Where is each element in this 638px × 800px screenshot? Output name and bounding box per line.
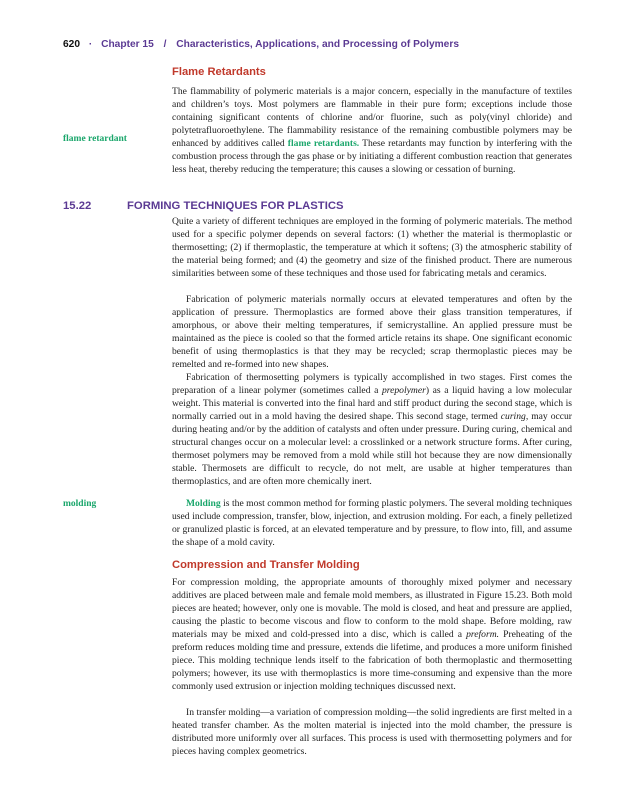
flame-retardants-tail: These retardants may function by interfering with the combustion process through the gas phase or by initiating a different combustion reaction that generates less heat, thereby reducing the temperature; this causes a slowing or cessation of burning.: [172, 138, 572, 175]
chapter-title: Characteristics, Applications, and Processing of Polymers: [176, 39, 459, 50]
molding-keyword: Molding: [186, 498, 221, 509]
compression-text-b: Preheating of the preform reduces molding time and pressure, extends die lifetime, and produces a more uniform finished piece. This molding technique lends itself to the fabrication of both thermoplastic and thermosetting polymers; however, its use with thermoplastics is more time-consuming and expensive than the more commonly used extrusion or injection molding techniques discussed next.: [172, 629, 572, 692]
molding-text: is the most common method for forming plastic polymers. The several molding techniques used include compression, transfer, blow, injection, and extrusion molding. For each, a finely pelletized or granulized plastic is forced, at an elevated temperature and by pressure, to flow into, fill, and assume the shape of a mold cavity.: [172, 498, 572, 548]
flame-retardants-text: The flammability of polymeric materials is a major concern, especially in the manufacture of textiles and children’s toys. Most polymers are flammable in their pure form; exceptions include those containing significant contents of chlorine and/or fluorine, such as poly(vinyl chloride) and polytetrafluoroethylene. The flammability resistance of the remaining combustible polymers may be enhanced by additives called: [172, 86, 572, 149]
term-prepolymer: prepolymer: [381, 385, 426, 396]
compression-paragraph-1: [172, 576, 572, 693]
compression-heading: Compression and Transfer Molding: [172, 559, 360, 571]
chapter-label: Chapter 15: [101, 39, 154, 50]
margin-term-molding: molding: [63, 499, 97, 509]
p3-text-b: ) as a liquid having a low molecular weight. This material is converted into the final hard and stiff product during the second stage, which is normally carried out in a mold having the desired shape. This second stage, termed: [172, 385, 572, 422]
section-paragraph-2: Fabrication of polymeric materials normally occurs at elevated temperatures and often by the application of pressure. Thermoplastics are formed above their glass transition temperatures, if amorphous, or above their melting temperatures, if semicrystalline. An applied pressure must be maintained as the piece is cooled so that the formed article retains its shape. One significant economic benefit of using thermoplastics is that they may be recycled; scrap thermoplastic pieces may be remelted and re-formed into new shapes.: [172, 294, 572, 370]
section-title: FORMING TECHNIQUES FOR PLASTICS: [127, 200, 344, 212]
section-heading: [63, 200, 344, 212]
running-head: [63, 39, 583, 50]
section-paragraph-4: [172, 497, 572, 549]
page-number: 620: [63, 39, 80, 50]
section-paragraph-3: [172, 371, 572, 488]
header-bullet: ·: [88, 39, 93, 50]
flame-retardants-heading: Flame Retardants: [172, 66, 266, 78]
compression-text-a: For compression molding, the appropriate amounts of thoroughly mixed polymer and necessary additives are placed between male and female mold members, as illustrated in Figure 15.23. Both mold pieces are heated; however, only one is movable. The mold is closed, and heat and pressure are applied, causing the plastic to become viscous and flow to conform to the mold shape. Before molding, raw materials may be mixed and cold-pressed into a disc, which is called a: [172, 577, 572, 640]
margin-term-flame-retardant: flame retardant: [63, 134, 127, 144]
p3-text-a: Fabrication of thermosetting polymers is typically accomplished in two stages. First comes the preparation of a linear polymer (sometimes called a: [172, 372, 572, 396]
header-separator: /: [163, 39, 167, 50]
flame-retardants-paragraph: [172, 85, 572, 176]
section-paragraph-1: Quite a variety of different techniques are employed in the forming of polymeric materials. The method used for a specific polymer depends on several factors: (1) whether the material is thermoplastic or thermosetting; (2) if thermoplastic, the temperature at which it softens; (3) the atmospheric stability of the material being formed; and (4) the geometry and size of the finished product. There are numerous similarities between some of these techniques and those used for fabricating metals and ceramics.: [172, 216, 572, 279]
term-curing: curing,: [500, 411, 529, 422]
compression-paragraph-2: In transfer molding—a variation of compression molding—the solid ingredients are first melted in a heated transfer chamber. As the molten material is injected into the mold chamber, the pressure is distributed more uniformly over all surfaces. This process is used with thermosetting polymers and for pieces having complex geometrics.: [172, 707, 572, 757]
term-preform: preform.: [466, 629, 500, 640]
p3-text-c: may occur during heating and/or by the addition of catalysts and often under pressure. During curing, chemical and structural changes occur on a molecular level: a crosslinked or a network structure forms. After curing, thermoset polymers may be removed from a mold while still hot because they are now dimensionally stable. Thermosets are difficult to recycle, do not melt, are usable at higher temperatures than thermoplastics, and are often more chemically inert.: [172, 411, 573, 487]
section-number: 15.22: [63, 200, 92, 212]
flame-retardants-keyword: flame retardants.: [287, 138, 360, 149]
